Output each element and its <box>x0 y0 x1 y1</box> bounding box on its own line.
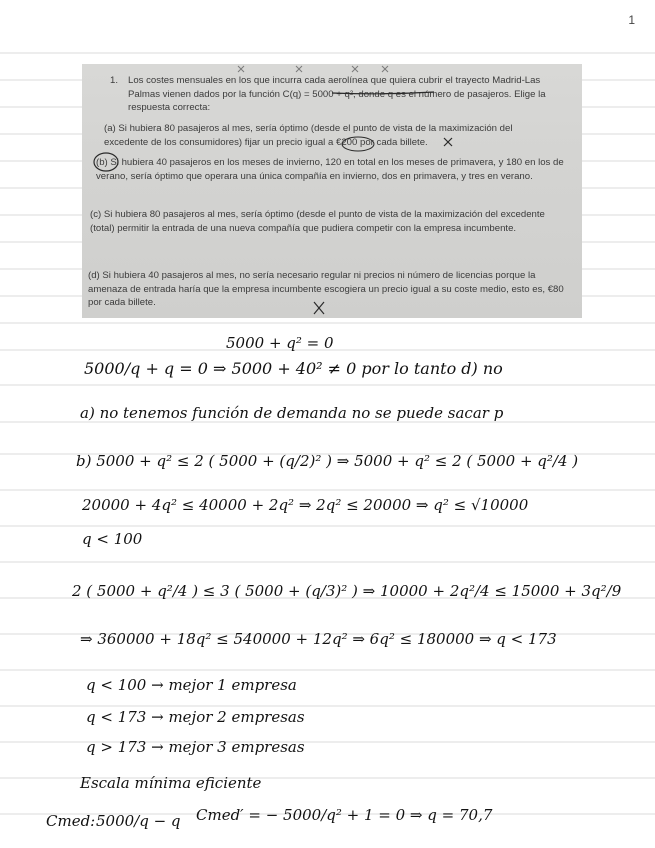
note-line-3: a) no tenemos función de demanda no se puede sacar p <box>80 404 504 422</box>
page-number: 1 <box>628 13 635 27</box>
note-line-2: 5000/q + q = 0 ⇒ 5000 + 40² ≠ 0 por lo tanto d) no <box>84 359 503 378</box>
option-d: (d) Si hubiera 40 pasajeros al mes, no sería necesario regular ni precios ni número de licencias porque la amenaza de entrada haría que la empresa incumbente escogiera un precio igual a su coste medio, esto es, €80 por cada billete. <box>88 270 564 309</box>
note-line-13-a: 5000/q − q <box>96 812 181 830</box>
note-line-9: q < 100 → mejor 1 empresa <box>86 676 297 694</box>
note-line-8: ⇒ 360000 + 18q² ≤ 540000 + 12q² ⇒ 6q² ≤ 180000 ⇒ q < 173 <box>80 630 557 648</box>
note-line-12: Escala mínima eficiente <box>80 774 262 792</box>
option-a: (a) Si hubiera 80 pasajeros al mes, sería óptimo (desde el punto de vista de la maximización del excedente de los consumidores) fijar un precio igual a €200 por cada billete. <box>104 123 513 148</box>
note-line-7: 2 ( 5000 + q²/4 ) ≤ 3 ( 5000 + (q/3)² ) ⇒ 10000 + 2q²/4 ≤ 15000 + 3q²/9 <box>72 582 622 600</box>
question-number: 1. <box>110 75 119 86</box>
question-intro <box>110 74 573 115</box>
note-line-11: q > 173 → mejor 3 empresas <box>86 738 305 756</box>
note-line-13-label: Cmed: <box>46 812 96 830</box>
note-line-1: 5000 + q² = 0 <box>226 334 334 352</box>
note-line-13-b: Cmed′ = − 5000/q² + 1 = 0 ⇒ q = 70,7 <box>196 806 493 824</box>
note-line-6: q < 100 <box>82 530 143 548</box>
question-intro-text: Los costes mensuales en los que incurra cada aerolínea que quiera cubrir el trayecto Madrid-Las Palmas vienen dados por la función C(q) = 5000 + q², donde q es el número de pasajeros. Elige la respuesta correcta: <box>128 75 546 114</box>
top-edge-marks <box>238 66 388 72</box>
option-b: (b) Si hubiera 40 pasajeros en los meses de invierno, 120 en total en los meses de primavera, y 180 en los de verano, sería óptimo que operara una única compañía en invierno, dos en primavera, y tres en verano. <box>96 157 564 182</box>
option-c: (c) Si hubiera 80 pasajeros al mes, sería óptimo (desde el punto de vista de la maximización del excedente (total) permitir la entrada de una nueva compañía que pudiera competir con la empresa incumbente. <box>90 209 545 234</box>
note-line-4: b) 5000 + q² ≤ 2 ( 5000 + (q/2)² ) ⇒ 5000 + q² ≤ 2 ( 5000 + q²/4 ) <box>76 452 579 470</box>
note-line-10: q < 173 → mejor 2 empresas <box>86 708 305 726</box>
note-line-5: 20000 + 4q² ≤ 40000 + 2q² ⇒ 2q² ≤ 20000 ⇒ q² ≤ √10000 <box>82 496 529 514</box>
question-photo <box>82 64 582 318</box>
